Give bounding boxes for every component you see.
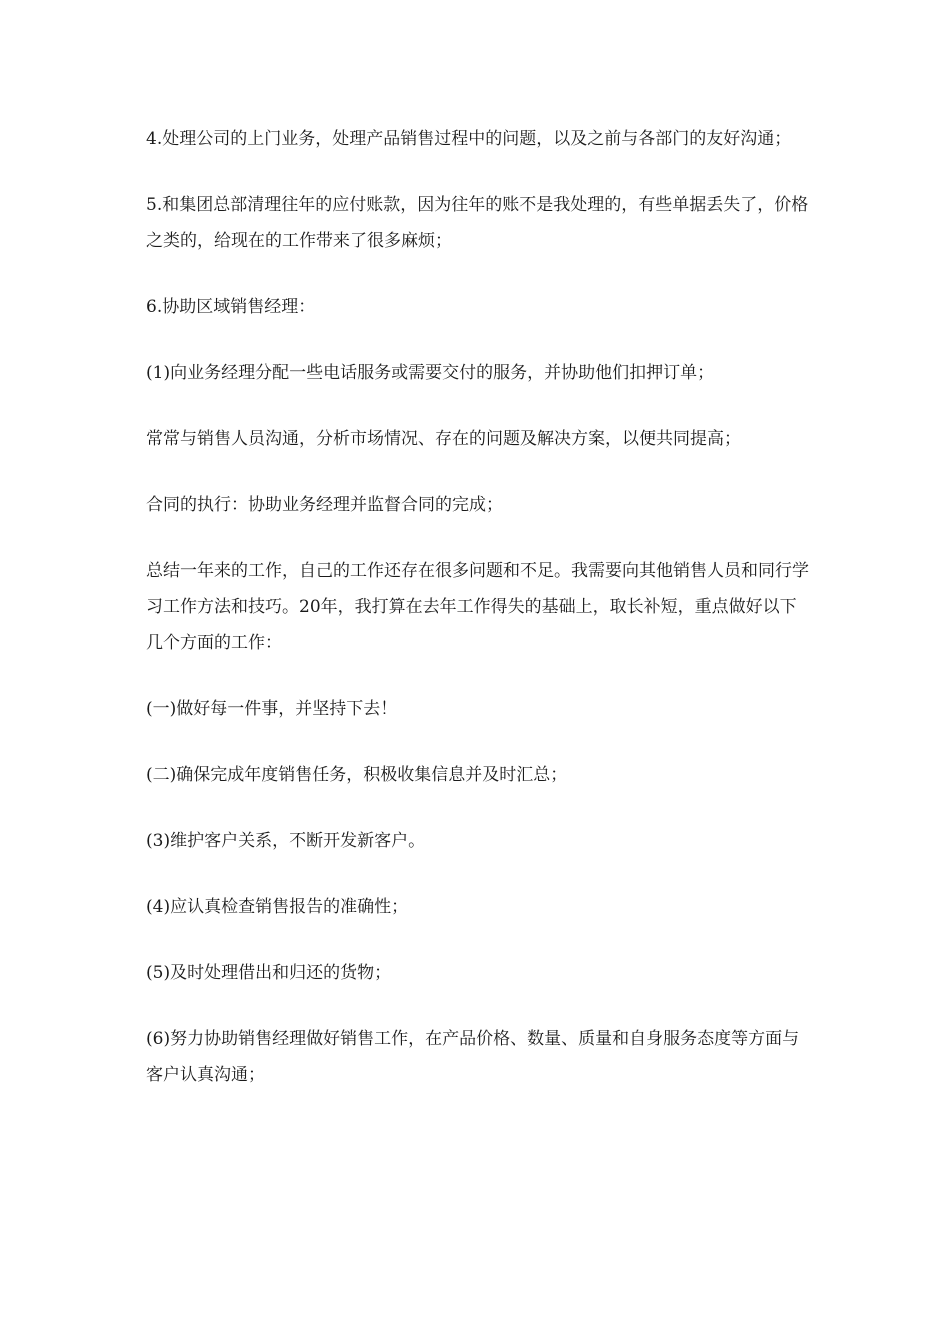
paragraph-item-6: 6.协助区域销售经理： (146, 297, 316, 317)
paragraph-plan-6: (6)努力协助销售经理做好销售工作，在产品价格、数量、质量和自身服务态度等方面与客户认真沟通； (146, 1029, 800, 1085)
paragraph-plan-4: (4)应认真检查销售报告的准确性； (146, 897, 409, 917)
paragraph-plan-1: (一)做好每一件事，并坚持下去！ (146, 699, 398, 719)
paragraph-contract: 合同的执行：协助业务经理并监督合同的完成； (146, 495, 503, 515)
paragraph-plan-2: (二)确保完成年度销售任务，积极收集信息并及时汇总； (146, 765, 568, 785)
paragraph-communication: 常常与销售人员沟通，分析市场情况、存在的问题及解决方案，以便共同提高； (146, 429, 741, 449)
paragraph-plan-5: (5)及时处理借出和归还的货物； (146, 963, 392, 983)
paragraph-item-5: 5.和集团总部清理往年的应付账款，因为往年的账不是我处理的，有些单据丢失了，价格之类的，给现在的工作带来了很多麻烦； (146, 195, 809, 251)
document-body (146, 121, 810, 1123)
paragraph-subitem-1: (1)向业务经理分配一些电话服务或需要交付的服务，并协助他们扣押订单； (146, 363, 715, 383)
paragraph-item-4: 4.处理公司的上门业务，处理产品销售过程中的问题，以及之前与各部门的友好沟通； (146, 129, 792, 149)
paragraph-summary: 总结一年来的工作，自己的工作还存在很多问题和不足。我需要向其他销售人员和同行学习工作方法和技巧。20年，我打算在去年工作得失的基础上，取长补短，重点做好以下几个方面的工作： (146, 561, 809, 653)
paragraph-plan-3: (3)维护客户关系，不断开发新客户。 (146, 831, 426, 851)
